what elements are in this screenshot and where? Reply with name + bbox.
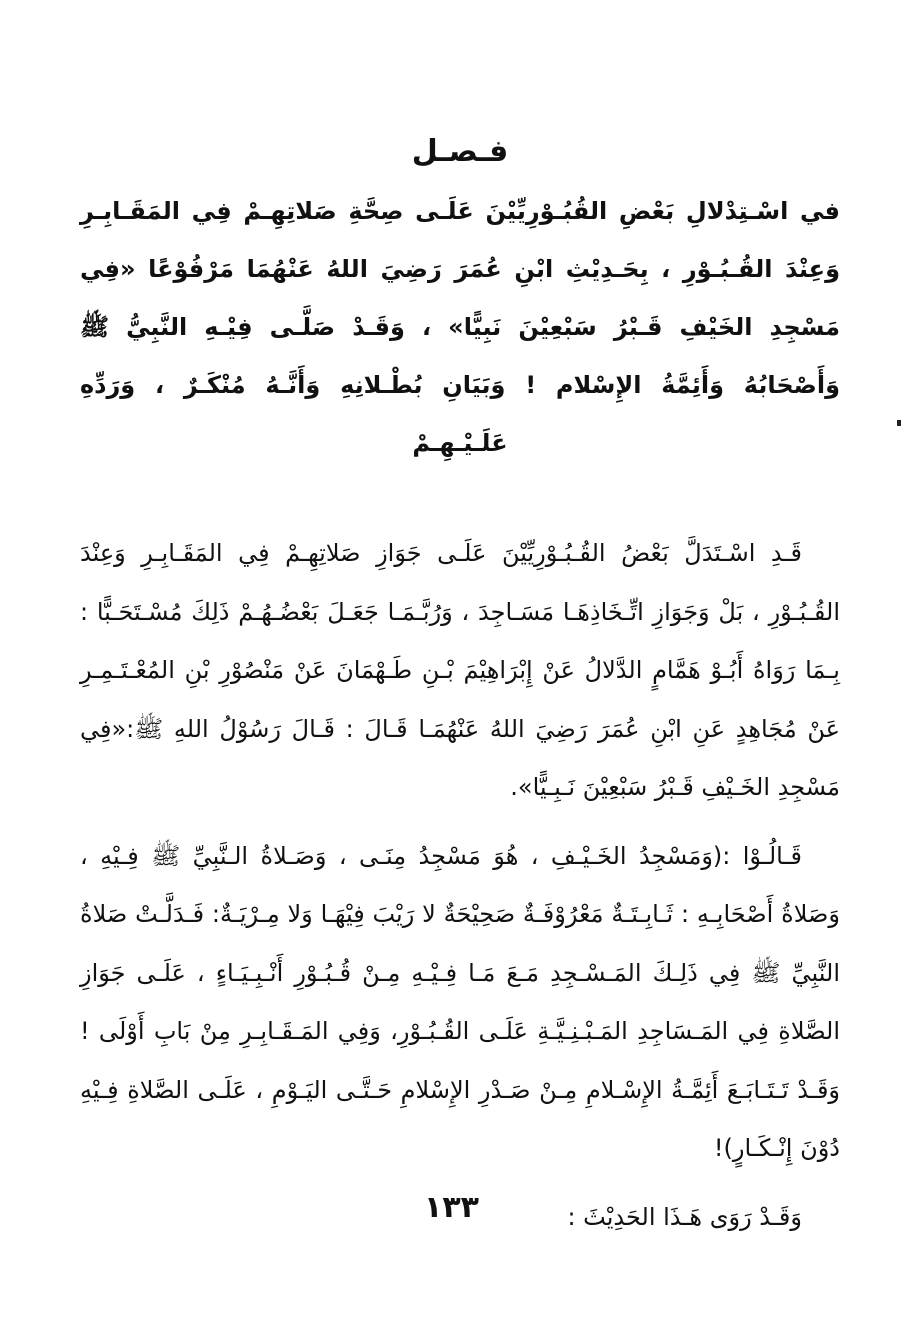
section-title: فـصـل (411, 134, 509, 169)
document-page (80, 128, 840, 1246)
section-heading: في اسْـتِدْلالِ بَعْضِ القُبُـوْرِيِّيْنَ عَلَـى صِحَّةِ صَلاتِهِـمْ فِي المَقَـابِـرِ وَعِنْدَ القُـبُـوْرِ ، بِحَـدِيْثِ ابْنِ عُمَرَ رَضِيَ اللهُ عَنْهُمَا مَرْفُوْعًا «فِي مَسْجِدِ الخَيْفِ قَـبْرُ سَبْعِيْنَ نَبِيًّا» ، وَقَـدْ صَلَّـى فِيْـهِ النَّبِيُّ ﷺ وَأَصْحَابُهُ وَأَئِمَّةُ الإِسْلام ! وَبَيَانِ بُطْـلانِهِ وَأَنَّـهُ مُنْكَـرٌ ، وَرَدِّهِ عَلَـيْـهِـمْ (80, 197, 840, 457)
paragraph-3: وَقَـدْ رَوَى هَـذَا الحَدِيْثَ : (567, 1202, 802, 1231)
paragraph-2: قَـالُـوْا :(وَمَسْجِدُ الخَـيْـفِ ، هُوَ مَسْجِدُ مِنَـى ، وَصَـلاةُ الـنَّبِيِّ ﷺ فِـيْهِ ، وَصَلاةُ أَصْحَابِـهِ : ثَـابِـتَـةٌ مَعْرُوْفَـةٌ صَحِيْحَةٌ لا رَيْبَ فِيْهَـا وَلا مِـرْيَـةٌ: فَـدَلَّـتْ صَلاةُ النَّبِيِّ ﷺ فِي ذَلِـكَ المَـسْـجِدِ مَـعَ مَـا فِـيْـهِ مِـنْ قُـبُـوْرِ أَنْـبِـيَـاءٍ ، عَلَـى جَوَازِ الصَّلاةِ فِي المَـسَاجِدِ المَـبْـنِـيَّـةِ عَلَـى القُـبُـوْرِ، وَفِي المَـقَـابِـرِ مِنْ بَابِ أَوْلَى ! وَقَـدْ تَـتَـابَـعَ أَئِمَّـةُ الإِسْـلامِ مِـنْ صَـدْرِ الإِسْلامِ حَـتَّـى اليَـوْمِ ، عَلَـى الصَّلاةِ فِـيْهِ دُوْنَ إِنْـكَـارٍ)! (80, 841, 840, 1162)
body-text (80, 524, 840, 1246)
scan-edge-mark (897, 420, 901, 426)
page-number: ١٣٣ (424, 1190, 479, 1225)
paragraph-1: قَـدِ اسْـتَدَلَّ بَعْضُ القُـبُـوْرِيِّيْنَ عَلَـى جَوَازِ صَلاتِهِـمْ فِي المَقَـابِـرِ وَعِنْدَ القُـبُـوْرِ ، بَلْ وَجَوَازِ اتِّـخَاذِهَـا مَسَـاجِدَ ، وَرُبَّـمَـا جَعَـلَ بَعْضُـهُـمْ ذَلِكَ مُسْـتَحَـبًّا : بِـمَا رَوَاهُ أَبُـوْ هَمَّامٍ الدَّلالُ عَنْ إِبْرَاهِيْمَ بْـنِ طَـهْمَانَ عَنْ مَنْصُوْرِ بْنِ المُعْـتَـمِـرِ عَنْ مُجَاهِدٍ عَنِ ابْنِ عُمَرَ رَضِيَ اللهُ عَنْهُمَـا قَـالَ : قَـالَ رَسُوْلُ اللهِ ﷺ:«فِي مَسْجِدِ الخَـيْفِ قَـبْرُ سَبْعِيْنَ نَـبِـيًّا». (80, 539, 840, 801)
